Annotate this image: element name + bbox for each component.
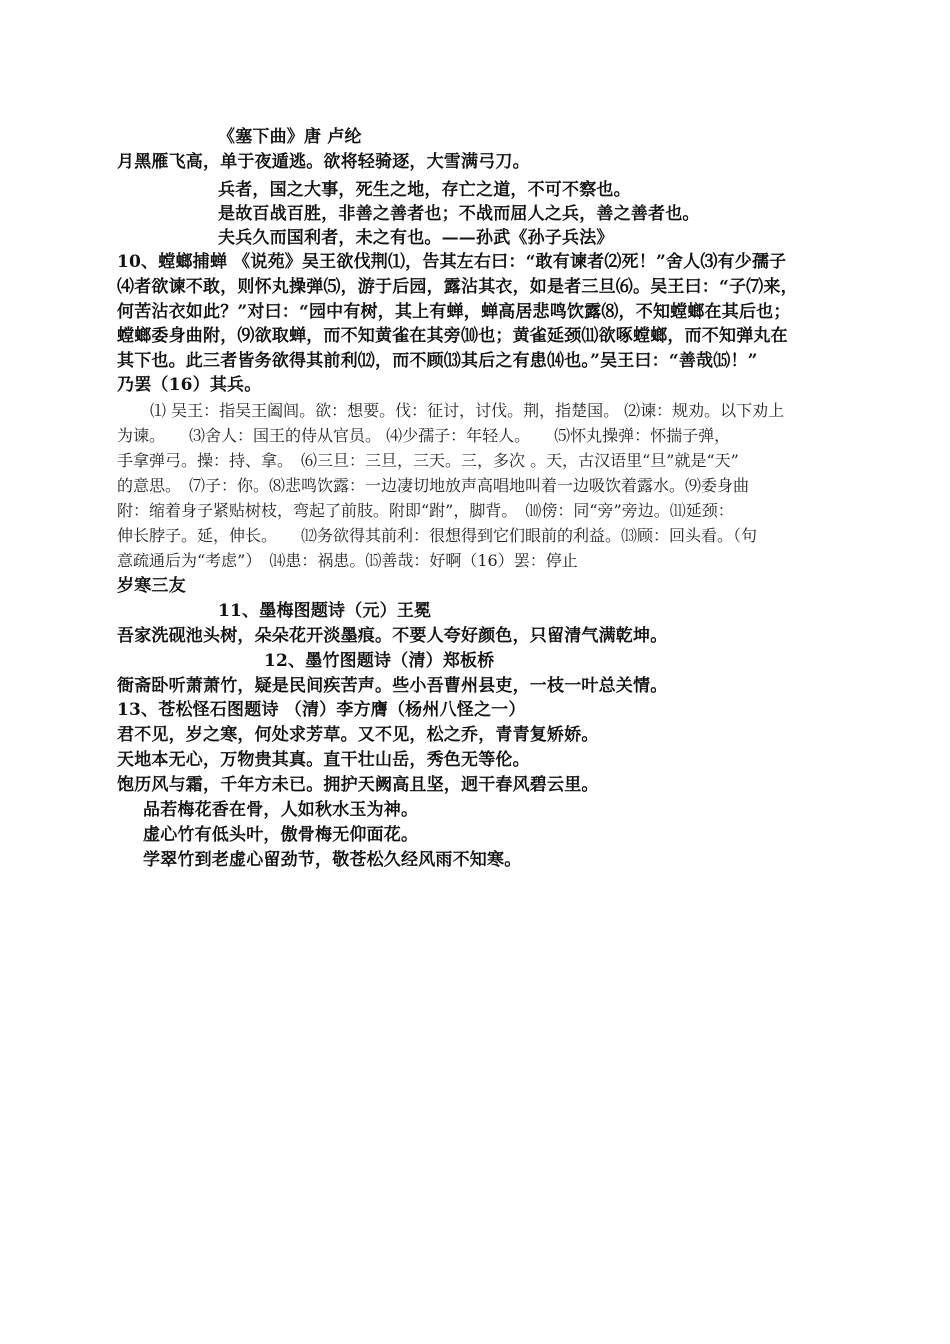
note-line-5: 附：缩着身子紧贴树枝，弯起了前肢。附即“跗”，脚背。 ⑽傍：同“旁”旁边。⑾延颈： bbox=[117, 501, 734, 520]
story-line-5: 其下也。此三者皆务欲得其前利⑿，而不顾⒀其后之有患⒁也。”吴王曰：“善哉⒂！” bbox=[117, 351, 758, 371]
sunzi-line-1: 兵者，国之大事，死生之地，存亡之道，不可不察也。 bbox=[218, 180, 631, 200]
sunzi-line-3: 夫兵久而国利者，未之有也。——孙武《孙子兵法》 bbox=[218, 228, 614, 248]
story-line-1: 10、螳螂捕蝉 《说苑》吴王欲伐荆⑴，告其左右曰：“敢有谏者⑵死！”舍人⑶有少孺子 bbox=[117, 252, 787, 272]
story-line-2: ⑷者欲谏不敢，则怀丸操弹⑸，游于后园，露沾其衣，如是者三旦⑹。吴王曰：“子⑺来， bbox=[117, 277, 798, 297]
poem13-title: 13、苍松怪石图题诗 （清）李方膺（杨州八怪之一） bbox=[117, 700, 526, 720]
poem13-line-3: 饱历风与霜，千年方未已。拥护天阙高且坚，迥干春风碧云里。 bbox=[117, 775, 599, 795]
note-line-1: ⑴ 吴王：指吴王阖闾。欲：想要。伐：征讨，讨伐。荆，指楚国。 ⑵谏：规劝。以下劝上 bbox=[150, 401, 785, 420]
sunzi-line-2: 是故百战百胜，非善之善者也；不战而屈人之兵，善之善者也。 bbox=[218, 204, 700, 224]
poem12-line: 衙斋卧听萧萧竹，疑是民间疾苦声。些小吾曹州县吏，一枝一叶总关情。 bbox=[117, 676, 668, 696]
poem-line-saixiaqu: 月黑雁飞高，单于夜遁逃。欲将轻骑逐，大雪满弓刀。 bbox=[117, 152, 530, 172]
note-line-3: 手拿弹弓。操：持、拿。 ⑹三旦：三旦，三天。三，多次 。天，古汉语里“旦”就是“天” bbox=[117, 451, 739, 470]
story-line-4: 螳螂委身曲附，⑼欲取蝉，而不知黄雀在其旁⑽也；黄雀延颈⑾欲啄螳螂，而不知弹丸在 bbox=[117, 326, 788, 346]
note-line-6: 伸长脖子。延，伸长。 ⑿务欲得其前利：很想得到它们眼前的利益。⒀顾：回头看。（句 bbox=[117, 526, 758, 545]
couplet-3: 学翠竹到老虚心留劲节，敬苍松久经风雨不知寒。 bbox=[143, 850, 522, 870]
poem12-title: 12、墨竹图题诗（清）郑板桥 bbox=[264, 651, 495, 671]
couplet-2: 虚心竹有低头叶，傲骨梅无仰面花。 bbox=[143, 825, 419, 845]
story-line-6: 乃罢（16）其兵。 bbox=[117, 375, 262, 395]
story-line-3: 何苦沾衣如此？”对曰：“园中有树，其上有蝉，蝉高居悲鸣饮露⑻，不知螳螂在其后也； bbox=[117, 302, 791, 322]
note-line-2: 为谏。 ⑶舍人：国王的侍从官员。 ⑷少孺子：年轻人。 ⑸怀丸操弹：怀揣子弹， bbox=[117, 426, 731, 445]
section-heading-suihan: 岁寒三友 bbox=[117, 576, 186, 596]
poem11-title: 11、墨梅图题诗（元）王冕 bbox=[218, 601, 432, 621]
poem11-line: 吾家洗砚池头树，朵朵花开淡墨痕。不要人夸好颜色，只留清气满乾坤。 bbox=[117, 626, 668, 646]
note-line-4: 的意思。 ⑺子：你。⑻悲鸣饮露：一边凄切地放声高唱地叫着一边吸饮着露水。⑼委身曲 bbox=[117, 476, 750, 495]
couplet-1: 品若梅花香在骨，人如秋水玉为神。 bbox=[143, 800, 419, 820]
poem13-line-2: 天地本无心，万物贵其真。直干壮山岳，秀色无等伦。 bbox=[117, 750, 530, 770]
poem-title-saixiaqu: 《塞下曲》唐 卢纶 bbox=[218, 127, 362, 147]
poem13-line-1: 君不见，岁之寒，何处求芳草。又不见，松之乔，青青复矫娇。 bbox=[117, 725, 599, 745]
note-line-7: 意疏通后为“考虑”） ⒁患：祸患。⒂善哉：好啊（16）罢：停止 bbox=[117, 551, 578, 570]
